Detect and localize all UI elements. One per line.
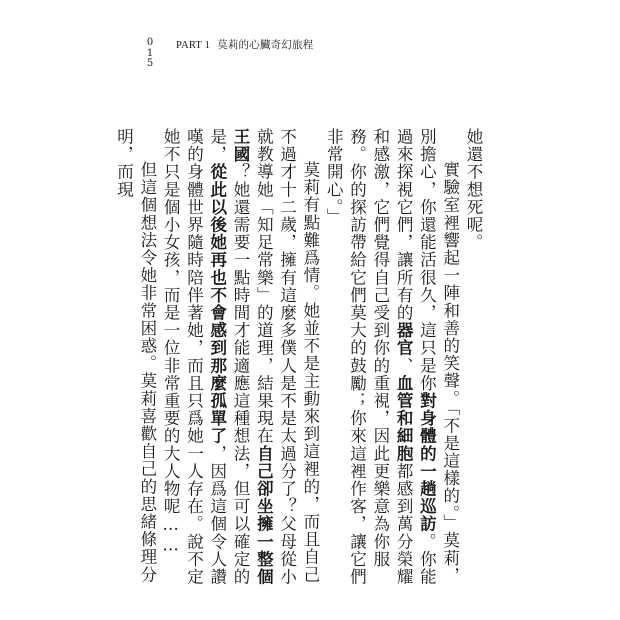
text-run: 實驗室裡響起一陣和善的笑聲。「不是這樣的。」莫莉，別擔心，你還能活很久，這只是你 (417, 128, 460, 585)
emphasis-text: 從此以後她再也不會感到那麼孤單了 (207, 163, 227, 445)
page-number-digit: 0 (146, 37, 154, 48)
text-run: 但這個想法令她非常困惑。莫莉喜歡自己的思緒條理分明，而現 (114, 128, 157, 584)
running-head-title: 莫莉的心臟奇幻旅程 (217, 39, 314, 51)
emphasis-text: 器官 (394, 321, 414, 357)
emphasis-text: 對身體的一趟巡訪 (417, 392, 437, 533)
body-text (112, 128, 485, 598)
running-head (176, 37, 313, 52)
paragraph (462, 128, 485, 598)
emphasis-text: 自己卻坐擁一整個王國 (231, 128, 274, 586)
page-number (145, 38, 155, 70)
page-number-digit: 5 (146, 58, 154, 69)
text-run: 。你能過來探視它們，讓所有的 (394, 128, 437, 586)
text-run: 都感到萬分榮耀和感激，它們覺得自己受到你的重視，因此更樂意為你服務。你的探訪帶給它們莫大的鼓勵；你來這裡作客，讓它們非常開心。」 (324, 128, 414, 586)
text-run: 她還不想死呢。 (464, 128, 483, 252)
paragraph (159, 128, 322, 598)
text-run: ，因爲這個令人讚嘆的身體世界隨時陪伴著她，而且只爲她一人存在。說不定她不只是個小女孩，而是一位非常重要的大人物呢…… (161, 128, 227, 586)
paragraph (112, 128, 159, 598)
text-run: ？她還需要一點時間才能適應這種想法，但可以確定的是， (207, 128, 251, 586)
text-run: 莫莉有點難爲情。她並不是主動來到這裡的，而且自己不過才十二歲，擁有這麼多僕人是不是太過分了？父母從小就教導她「知足常樂」的道理，結果現在 (254, 128, 320, 586)
running-head-part: PART 1 (176, 40, 211, 51)
emphasis-text: 血管和細胞 (394, 374, 414, 463)
page-number-digit: 1 (146, 47, 154, 59)
paragraph (322, 128, 462, 598)
text-run: 、 (394, 356, 414, 375)
